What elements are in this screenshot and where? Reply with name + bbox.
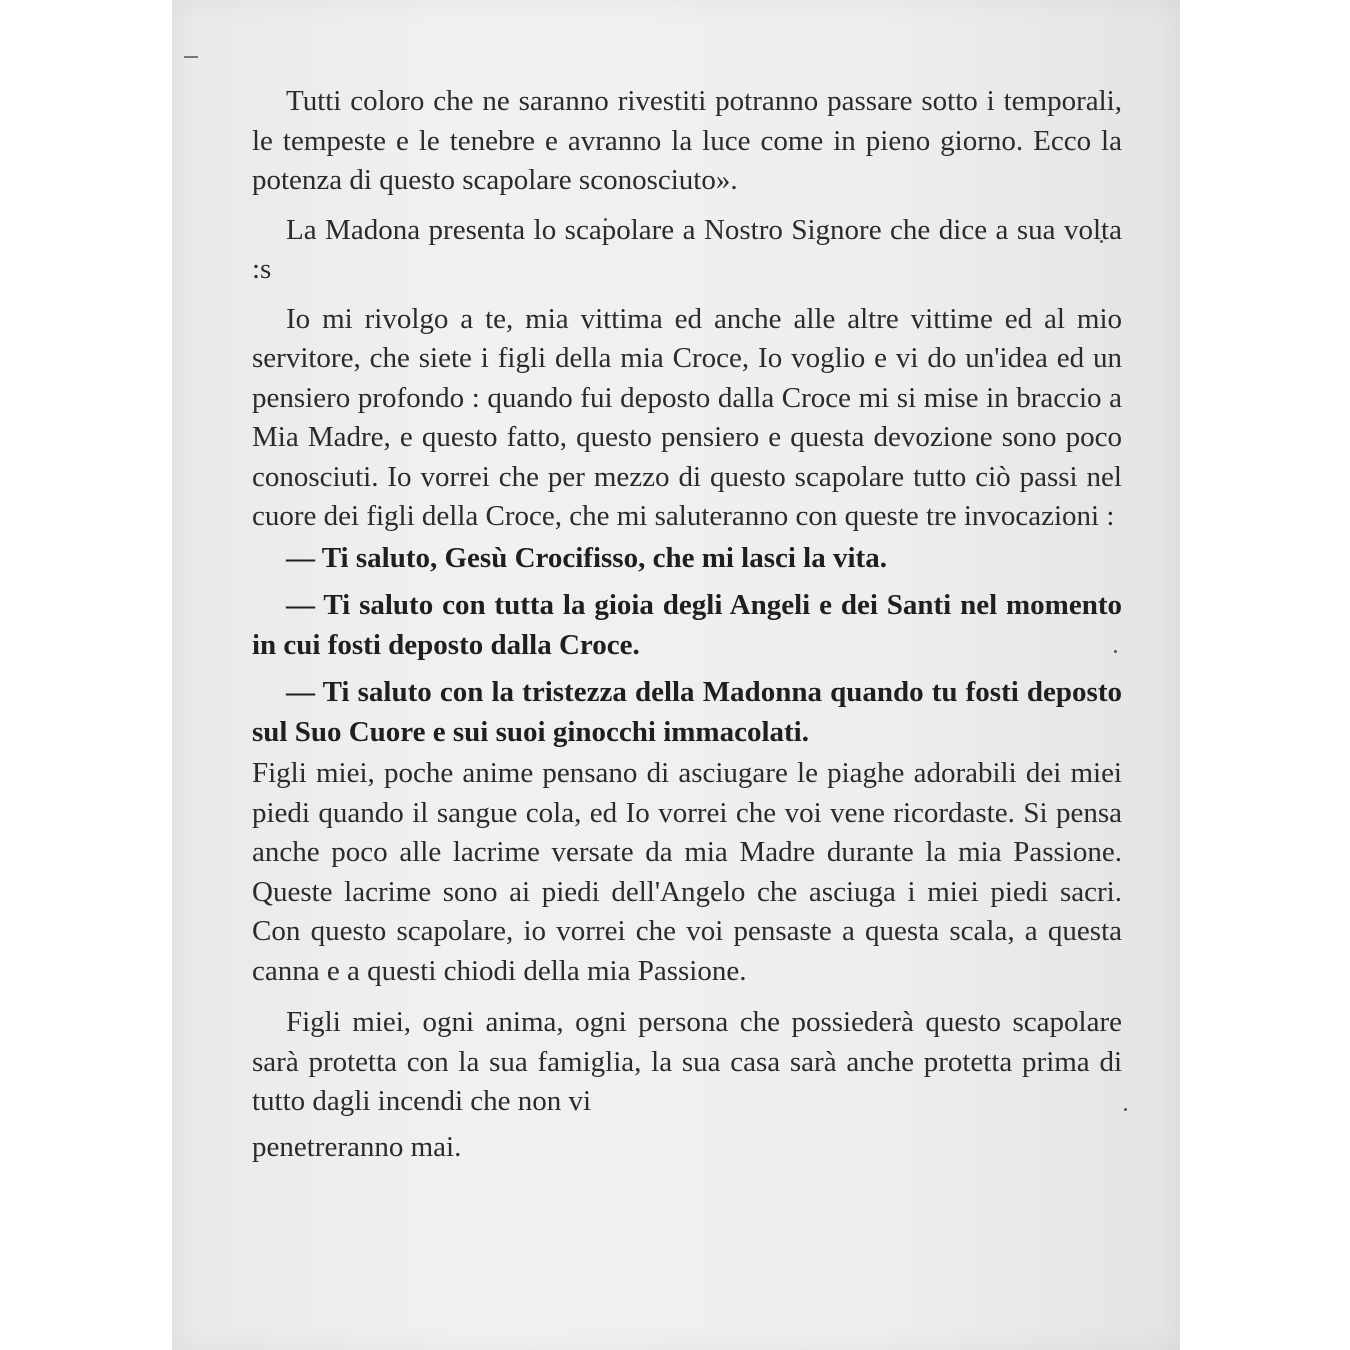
paragraph-intro: Tutti coloro che ne saranno rivestiti potranno passare sotto i temporali, le tempeste e le tenebre e avranno la luce come in pieno giorno. Ecco la potenza di questo scapolare sconosciuto». (252, 85, 1122, 196)
paper-page (172, 0, 1180, 1350)
document-body (252, 82, 1122, 1167)
paper-speck (1124, 1108, 1127, 1111)
paragraph-continuation: Figli miei, poche anime pensano di asciugare le piaghe adorabili dei miei piedi quando il sangue cola, ed Io vorrei che voi vene ricordaste. Si pensa anche poco alle lacrime versate da mia Madre durante la mia Passione. Queste lacrime sono ai piedi dell'Angelo che asciuga i miei piedi sacri. Con questo scapolare, io vorrei che voi pensaste a questa scala, a questa canna e a questi chiodi della mia Passione. (252, 757, 1122, 987)
invocation-1: — Ti saluto, Gesù Crocifisso, che mi lasci la vita. (286, 541, 887, 574)
paragraph-final: Figli miei, ogni anima, ogni persona che possiederà questo scapolare sarà protetta con la sua famiglia, la sua casa sarà anche protetta prima di tutto dagli incendi che non vi (252, 1006, 1122, 1117)
paragraph-madonna: La Madona presenta lo scapolare a Nostro Signore che dice a sua volta :s (252, 213, 1122, 285)
paragraph-final-line: penetreranno mai. (252, 1130, 462, 1163)
paper-mark (184, 56, 198, 58)
invocation-2: — Ti saluto con tutta la gioia degli Angeli e dei Santi nel momento in cui fosti deposto dalla Croce. (252, 589, 1122, 661)
paragraph-jesus-speech: Io mi rivolgo a te, mia vittima ed anche alle altre vittime ed al mio servitore, che siete i figli della mia Croce, Io voglio e vi do un'idea ed un pensiero profondo : quando fui deposto dalla Croce mi si mise in braccio a Mia Madre, e questo fatto, questo pensiero e questa devozione sono poco conosciuti. Io vorrei che per mezzo di questo scapolare tutto ciò passi nel cuore dei figli della Croce, che mi saluteranno con queste tre invocazioni : (252, 302, 1122, 532)
invocation-3: — Ti saluto con la tristezza della Madonna quando tu fosti deposto sul Suo Cuore e sui suoi ginocchi immacolati. (252, 676, 1122, 748)
